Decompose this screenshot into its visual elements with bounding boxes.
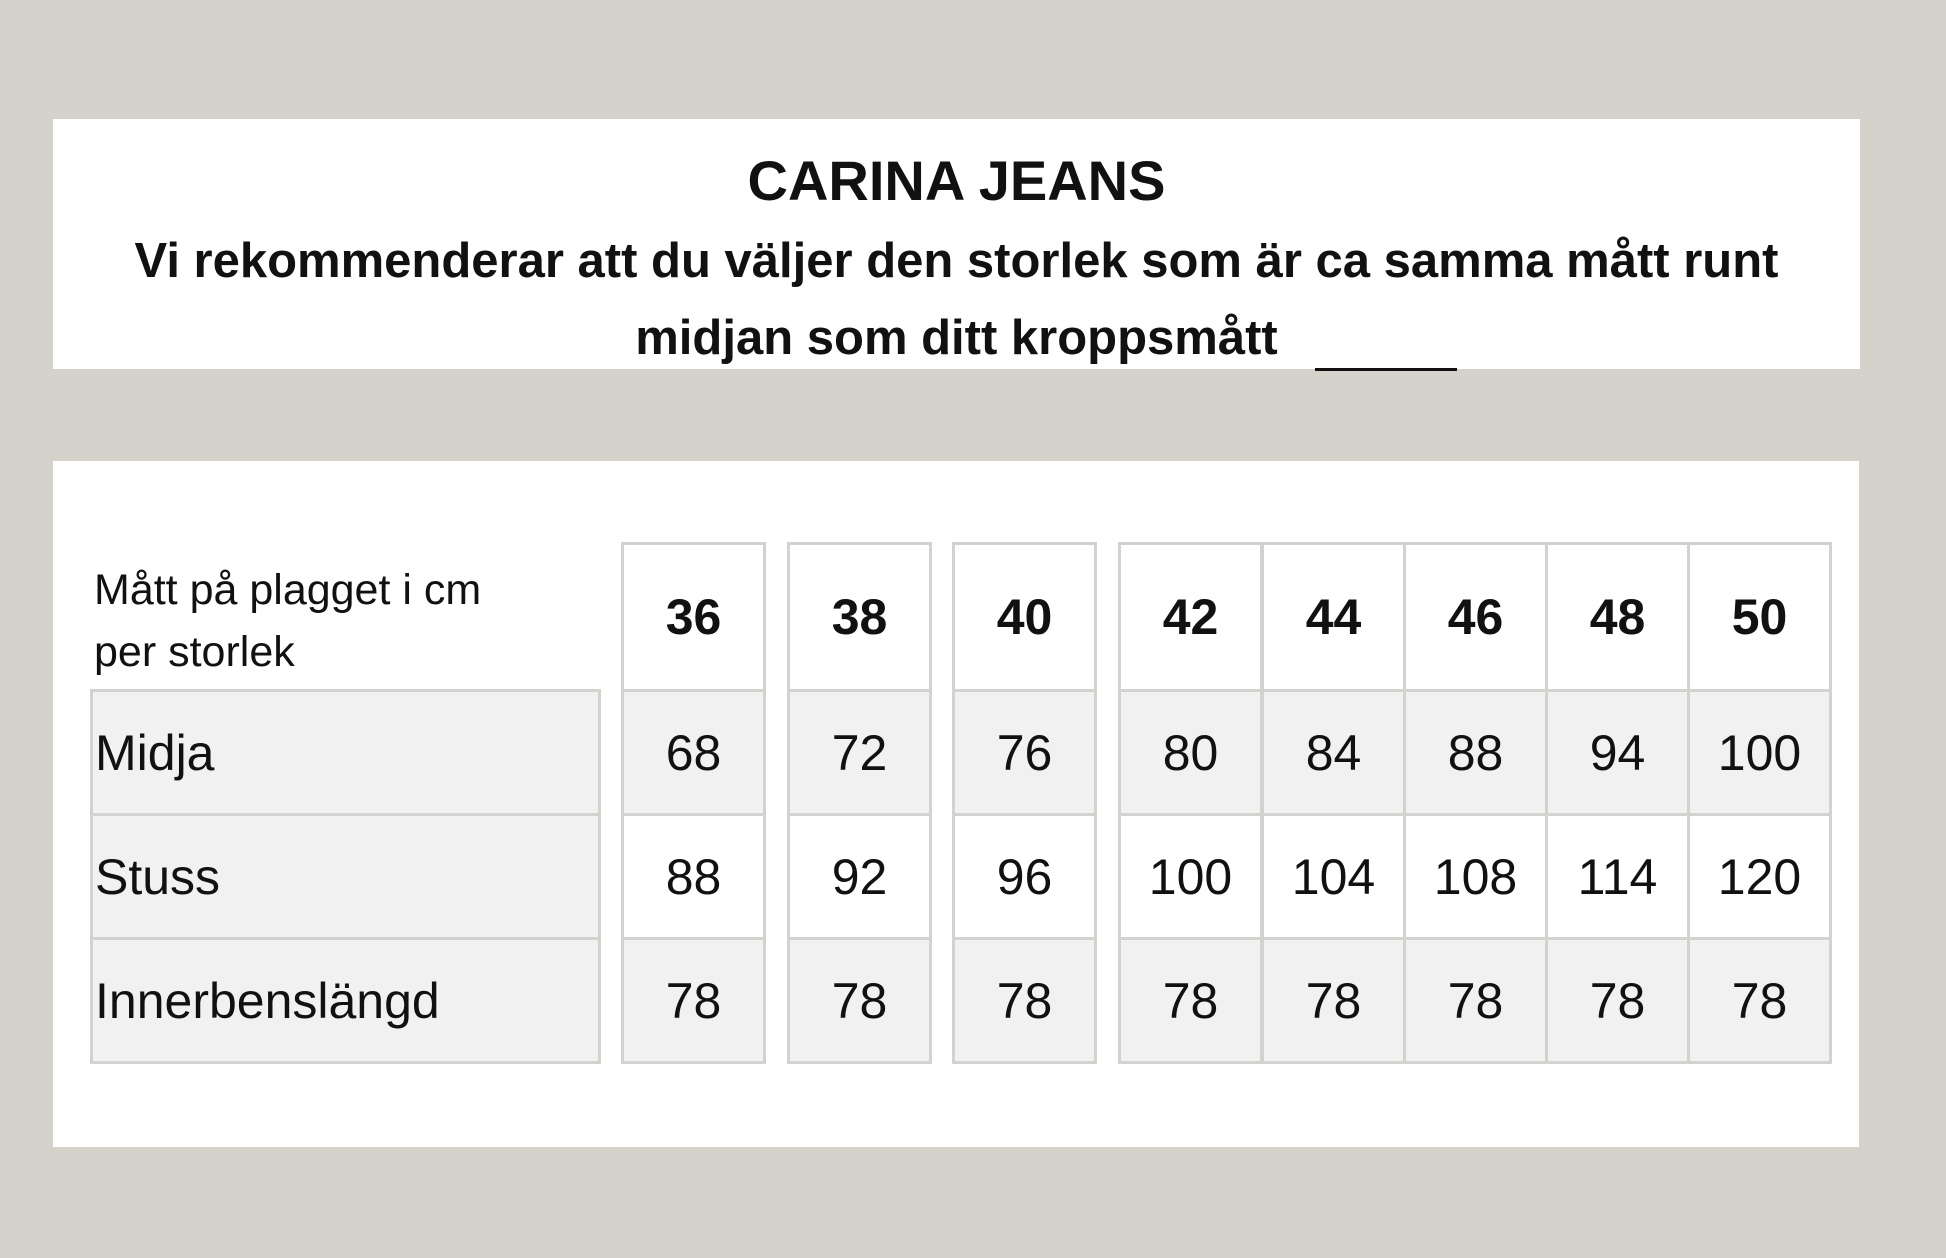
table-cell: 108 [1403, 813, 1548, 940]
table-cell: 92 [787, 813, 932, 940]
size-header-4: 44 [1261, 542, 1406, 692]
size-header-7: 50 [1687, 542, 1832, 692]
page-subtitle: Vi rekommenderar att du väljer den storlek som är ca samma mått runt midjan som ditt kroppsmått [134, 234, 1779, 365]
size-header-3: 42 [1118, 542, 1263, 692]
table-caption: Mått på plagget i cm per storlek [94, 566, 482, 676]
table-cell: 94 [1545, 689, 1690, 816]
table-cell: 96 [952, 813, 1097, 940]
table-cell: 72 [787, 689, 932, 816]
underline-mark [1315, 368, 1457, 371]
table-cell: 88 [621, 813, 766, 940]
table-cell: 76 [952, 689, 1097, 816]
table-cell: 78 [1403, 937, 1548, 1064]
table-cell: 78 [1118, 937, 1263, 1064]
row-label-0: Midja [90, 689, 601, 816]
table-cell: 88 [1403, 689, 1548, 816]
size-header-5: 46 [1403, 542, 1548, 692]
table-cell: 68 [621, 689, 766, 816]
row-label-2: Innerbenslängd [90, 937, 601, 1064]
table-cell: 78 [621, 937, 766, 1064]
table-cell: 84 [1261, 689, 1406, 816]
table-cell: 100 [1118, 813, 1263, 940]
header-panel [53, 119, 1860, 369]
table-cell: 120 [1687, 813, 1832, 940]
table-cell: 104 [1261, 813, 1406, 940]
page-title: CARINA JEANS [747, 149, 1166, 212]
table-cell: 78 [1687, 937, 1832, 1064]
size-header-1: 38 [787, 542, 932, 692]
table-cell: 80 [1118, 689, 1263, 816]
table-cell: 78 [787, 937, 932, 1064]
size-header-2: 40 [952, 542, 1097, 692]
table-cell: 114 [1545, 813, 1690, 940]
table-cell: 78 [1261, 937, 1406, 1064]
table-cell: 100 [1687, 689, 1832, 816]
row-label-1: Stuss [90, 813, 601, 940]
size-header-0: 36 [621, 542, 766, 692]
table-cell: 78 [1545, 937, 1690, 1064]
table-cell: 78 [952, 937, 1097, 1064]
size-header-6: 48 [1545, 542, 1690, 692]
